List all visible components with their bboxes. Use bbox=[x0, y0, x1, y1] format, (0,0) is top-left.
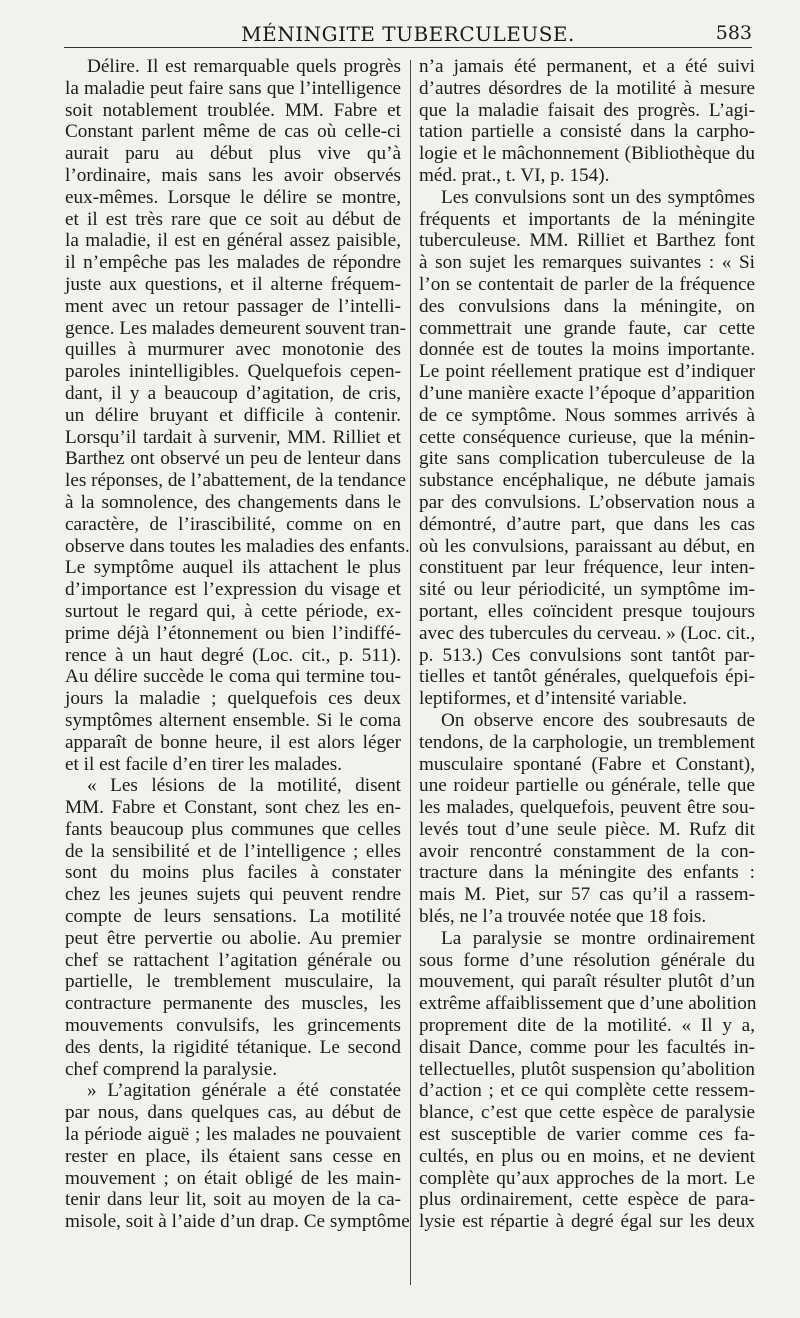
text-line: Délire. Il est remarquable quels progrès bbox=[87, 56, 401, 77]
text-line: extrême affaiblissement que d’une abolition bbox=[419, 993, 757, 1015]
text-line: Le point réellement pratique est d’indiquer bbox=[419, 361, 755, 383]
text-line: eux-mêmes. Lorsque le délire se montre, bbox=[65, 186, 401, 208]
text-line: Les convulsions sont un des symptômes bbox=[441, 186, 755, 208]
text-line: Lorsqu’il tardait à survenir, MM. Rilliet et bbox=[65, 426, 401, 448]
text-line: jours la maladie ; quelquefois ces deux bbox=[65, 688, 401, 710]
text-line: une roideur partielle ou générale, telle que bbox=[419, 775, 755, 797]
text-line: lysie est répartie à degré égal sur les deux bbox=[419, 1211, 755, 1233]
text-line: à son sujet les remarques suivantes : « Si bbox=[419, 252, 755, 274]
text-line: chez les jeunes sujets qui peuvent rendre bbox=[65, 884, 401, 906]
text-line: p. 513.) Ces convulsions sont tantôt par- bbox=[419, 644, 755, 666]
column-divider bbox=[410, 60, 411, 1285]
right-column bbox=[419, 56, 755, 1233]
text-line: mouvement, qui paraît résulter plutôt d’un bbox=[419, 971, 755, 993]
text-line: gite sans complication tuberculeuse de la bbox=[419, 448, 755, 470]
text-line: cette conséquence curieuse, que la ménin- bbox=[419, 426, 755, 448]
text-line: surtout le regard qui, à cette période, ex- bbox=[65, 600, 401, 622]
text-line: la période aiguë ; les malades ne pouvaient bbox=[65, 1124, 401, 1146]
text-line: On observe encore des soubresauts de bbox=[441, 709, 755, 731]
text-line: sous forme d’une résolution générale du bbox=[419, 949, 755, 971]
text-line: observe dans toutes les maladies des enfants. bbox=[65, 535, 410, 557]
text-line: soit notablement troublée. MM. Fabre et bbox=[65, 99, 401, 121]
text-line: paroles inintelligibles. Quelquefois cepen- bbox=[65, 361, 401, 383]
text-line: sont du moins plus faciles à constater bbox=[65, 862, 401, 884]
text-line: fréquents et importants de la méningite bbox=[419, 208, 755, 230]
header-rule bbox=[64, 47, 752, 48]
text-line: tendons, de la carphologie, un tremblement bbox=[419, 731, 755, 753]
text-line: blés, ne l’a trouvée notée que 18 fois. bbox=[419, 906, 707, 928]
text-line: « Les lésions de la motilité, disent bbox=[87, 775, 401, 797]
text-line: à la somnolence, des changements dans le bbox=[65, 491, 401, 513]
text-line: il n’empêche pas les malades de répondre bbox=[65, 252, 401, 274]
text-line: complète qu’aux approches de la mort. Le bbox=[419, 1167, 755, 1189]
text-line: symptômes alternent ensemble. Si le coma bbox=[65, 709, 401, 731]
text-line: que la maladie faisait des progrès. L’agi- bbox=[419, 99, 755, 121]
text-line: où les convulsions, paraissant au début, en bbox=[419, 535, 755, 557]
text-line: chef comprend la paralysie. bbox=[65, 1058, 278, 1080]
text-line: disait Dance, comme pour les facultés in- bbox=[419, 1036, 755, 1058]
text-line: et il est facile d’en tirer les malades. bbox=[65, 753, 343, 775]
text-line: apparaît de bonne heure, il est alors léger bbox=[65, 731, 401, 753]
text-line: juste aux questions, et il alterne fréquem- bbox=[65, 273, 401, 295]
text-line: proprement dite de la motilité. « Il y a, bbox=[419, 1015, 755, 1037]
page-number: 583 bbox=[715, 22, 752, 44]
text-line: tation partielle a consisté dans la carpho- bbox=[419, 121, 755, 143]
text-line: un délire bruyant et difficile à contenir. bbox=[65, 404, 401, 426]
text-line: les réponses, de l’abattement, de la tendance bbox=[65, 470, 406, 492]
text-line: fants beaucoup plus communes que celles bbox=[65, 818, 401, 840]
text-line: rence à un haut degré (Loc. cit., p. 511). bbox=[65, 644, 401, 666]
text-line: musculaire spontané (Fabre et Constant), bbox=[419, 753, 755, 775]
text-line: de la sensibilité et de l’intelligence ; elles bbox=[65, 840, 401, 862]
text-line: prime déjà l’étonnement ou bien l’indiffé- bbox=[65, 622, 401, 644]
text-line: l’ordinaire, mais sans les avoir observés bbox=[65, 164, 401, 186]
text-line: chef se rattachent l’agitation générale ou bbox=[65, 949, 401, 971]
text-line: constituent par leur fréquence, leur inten- bbox=[419, 557, 755, 579]
text-line: avec des tubercules du cerveau. » (Loc. cit., bbox=[419, 622, 756, 644]
text-line: aurait paru au début plus vive qu’à bbox=[65, 143, 401, 165]
text-line: d’autres désordres de la motilité à mesure bbox=[419, 77, 755, 99]
text-line: démontré, d’autre part, que dans les cas bbox=[419, 513, 755, 535]
text-line: Constant parlent même de cas où celle-ci bbox=[65, 121, 401, 143]
text-line: contracture permanente des muscles, les bbox=[65, 993, 401, 1015]
text-line: mouvement ; on était obligé de les main- bbox=[65, 1167, 401, 1189]
text-line: La paralysie se montre ordinairement bbox=[441, 927, 755, 949]
text-line: tenir dans leur lit, soit au moyen de la ca- bbox=[65, 1189, 401, 1211]
text-line: ment avec un retour passager de l’intelli- bbox=[65, 295, 401, 317]
text-line: d’action ; et ce qui complète cette ressem- bbox=[419, 1080, 755, 1102]
text-line: gence. Les malades demeurent souvent tran- bbox=[65, 317, 406, 339]
text-line: de ce symptôme. Nous sommes arrivés à bbox=[419, 404, 755, 426]
text-line: portant, elles coïncident presque toujours bbox=[419, 600, 755, 622]
text-line: la maladie peut faire sans que l’intelligence bbox=[65, 77, 401, 99]
text-line: leptiformes, et d’intensité variable. bbox=[419, 688, 687, 710]
text-line: levés tout d’une seule pièce. M. Rufz dit bbox=[419, 818, 755, 840]
text-line: Au délire succède le coma qui termine tou- bbox=[65, 666, 401, 688]
text-line: des convulsions dans la méningite, on bbox=[419, 295, 755, 317]
text-line: plus ordinairement, cette espèce de para- bbox=[419, 1189, 755, 1211]
text-line: substance encéphalique, ne débute jamais bbox=[419, 470, 755, 492]
text-line: compte de leurs sensations. La motilité bbox=[65, 906, 401, 928]
text-line: avoir rencontré constamment de la con- bbox=[419, 840, 755, 862]
text-line: quilles à murmurer avec monotonie des bbox=[65, 339, 401, 361]
text-line: blance, c’est que cette espèce de paralysie bbox=[419, 1102, 755, 1124]
text-line: donnée est de toutes la moins importante. bbox=[419, 339, 755, 361]
left-column bbox=[65, 56, 410, 1233]
text-line: n’a jamais été permanent, et a été suivi bbox=[419, 56, 755, 77]
text-line: sité ou leur périodicité, un symptôme im- bbox=[419, 579, 755, 601]
text-line: les malades, quelquefois, peuvent être sou- bbox=[419, 797, 755, 819]
text-line: d’une manière exacte l’époque d’apparition bbox=[419, 382, 755, 404]
text-line: et il est très rare que ce soit au début de bbox=[65, 208, 401, 230]
text-line: mais M. Piet, sur 57 cas qu’il a rassem- bbox=[419, 884, 755, 906]
text-line: mouvements convulsifs, les grincements bbox=[65, 1015, 401, 1037]
running-title: MÉNINGITE TUBERCULEUSE. bbox=[241, 22, 575, 46]
text-line: Barthez ont observé un peu de lenteur dans bbox=[65, 448, 401, 470]
text-line: par nous, dans quelques cas, au début de bbox=[65, 1102, 401, 1124]
text-line: est susceptible de varier comme ces fa- bbox=[419, 1124, 755, 1146]
text-line: rester en place, ils étaient sans cesse en bbox=[65, 1145, 401, 1167]
text-line: Le symptôme auquel ils attachent le plus bbox=[65, 557, 401, 579]
text-line: l’on se contentait de parler de la fréquence bbox=[419, 273, 755, 295]
text-line: dant, il y a beaucoup d’agitation, de cris, bbox=[65, 382, 401, 404]
text-line: tellectuelles, plutôt suspension qu’abolition bbox=[419, 1058, 755, 1080]
text-line: » L’agitation générale a été constatée bbox=[87, 1080, 401, 1102]
text-line: tuberculeuse. MM. Rilliet et Barthez font bbox=[419, 230, 755, 252]
text-line: misole, soit à l’aide d’un drap. Ce symptôme bbox=[65, 1211, 410, 1233]
text-line: par des convulsions. L’observation nous a bbox=[419, 491, 755, 513]
text-line: partielle, le tremblement musculaire, la bbox=[65, 971, 401, 993]
text-line: caractère, de l’irascibilité, comme on en bbox=[65, 513, 401, 535]
text-line: méd. prat., t. VI, p. 154). bbox=[419, 164, 610, 186]
text-line: peut être pervertie ou abolie. Au premier bbox=[65, 927, 401, 949]
text-line: MM. Fabre et Constant, sont chez les en- bbox=[65, 797, 401, 819]
text-line: la maladie, il est en général assez paisible, bbox=[65, 230, 401, 252]
text-line: tielles et tantôt générales, quelquefois épi- bbox=[419, 666, 755, 688]
text-line: des dents, la rigidité tétanique. Le second bbox=[65, 1036, 401, 1058]
text-line: tracture dans la méningite des enfants : bbox=[419, 862, 755, 884]
text-line: commettrait une grande faute, car cette bbox=[419, 317, 755, 339]
text-line: d’importance est l’expression du visage et bbox=[65, 579, 401, 601]
text-line: cultés, en plus ou en moins, et ne devient bbox=[419, 1145, 755, 1167]
text-line: logie et le mâchonnement (Bibliothèque du bbox=[419, 143, 755, 165]
